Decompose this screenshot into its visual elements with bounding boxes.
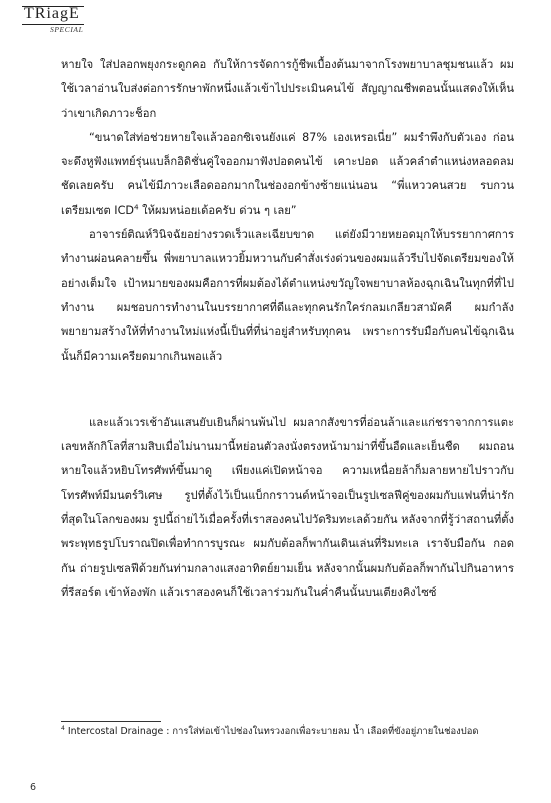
paragraph-1: หายใจ ใส่ปลอกพยุงกระดูกคอ กับให้การจัดการกู้ชีพเบื้องต้นมาจากโรงพยาบาลชุมชนแล้ว ผมใช้เวลาอ่านใบส่งต่อการรักษาพักหนึ่งแล้วเข้าไปประเมินคนไข้ สัญญาณชีพตอนนั้นแสดงให้เห็นว่าเขาเกิดภาวะช็อก: [61, 58, 514, 120]
body-text: [61, 53, 514, 605]
paragraph-2: [61, 126, 514, 223]
footnote-divider: [61, 721, 161, 722]
logo-text: TRiagE: [24, 5, 80, 22]
page-number: 6: [30, 782, 37, 793]
logo-subtitle: SPECIAL: [50, 25, 84, 34]
footnote-ref: 4: [134, 202, 139, 212]
footnote-number: 4: [61, 724, 65, 732]
brand-logo: [22, 6, 92, 36]
footnote-text: Intercostal Drainage : การใส่ท่อเข้าไปช่องในทรวงอกเพื่อระบายลม น้ำ เลือดที่ขังอยู่ภายในช่องปอด: [64, 726, 479, 737]
paragraph-3: อาจารย์ติณห์วินิจฉัยอย่างรวดเร็วและเฉียบขาด แต่ยังมีวายหยอดมุกให้บรรยากาศการทำงานผ่อนคลายขึ้น พี่พยาบาลแหววยิ้มหวานกับคำสั่งเร่งด่วนของผมแล้วรีบไปจัดเตรียมของให้อย่างเต็มใจ เป้าหมายของผมคือการที่ผมต้องได้ตำแหน่งขวัญใจพยาบาลห้องฉุกเฉินในทุกที่ที่ไปทำงาน ผมชอบการทำงานในบรรยากาศที่ดีและทุกคนรักใคร่กลมเกลียวสามัคคี ผมกำลังพยายามสร้างให้ที่ทำงานใหม่แห่งนี้เป็นที่ที่น่าอยู่สำหรับทุกคน เพราะการรับมือกับคนไข้ฉุกเฉินนั้นก็มีความเครียดมากเกินพอแล้ว: [61, 228, 514, 363]
section-break: [61, 369, 514, 411]
paragraph-4: และแล้วเวรเช้าอันแสนยับเยินก็ผ่านพ้นไป ผมลากสังขารที่อ่อนล้าและแก่ชราจากการแตะเลขหลักกิโลที่สามสิบเมื่อไม่นานมานี้หย่อนตัวลงนั่งตรงหน้ามาม่าที่ขึ้นอืดและเย็นชืด ผมถอนหายใจแล้วหยิบโทรศัพท์ขึ้นมาดู เพียงแค่เปิดหน้าจอ ความเหนื่อยล้าก็มลายหายไปราวกับโทรศัพท์มีมนตร์วิเศษ รูปที่ตั้งไว้เป็นแบ็กกราวนด์หน้าจอเป็นรูปเซลฟีคู่ของผมกับแฟนที่น่ารักที่สุดในโลกของผม รูปนี้ถ่ายไว้เมื่อครั้งที่เราสองคนไปวัดริมทะเลด้วยกัน หลังจากที่รู้ว่าสถานที่ตั้งพระพุทธรูปโบราณปิดเพื่อทำการบูรณะ ผมกับต้อลก็พากันเดินเล่นที่ริมทะเล เราจับมือกัน กอดกัน ถ่ายรูปเซลฟีด้วยกันท่ามกลางแสงอาทิตย์ยามเย็น หลังจากนั้นผมกับต้อลก็พากันไปกินอาหารที่รีสอร์ต เข้าห้องพัก แล้วเราสองคนก็ใช้เวลาร่วมกันในค่ำคืนนั้นบนเตียงคิงไซซ์: [61, 415, 515, 599]
paragraph-2-tail: ให้ผมหน่อยเด้อครับ ด่วน ๆ เลย”: [138, 203, 297, 217]
footnote: [61, 724, 514, 740]
paragraph-2-main: “ขนาดใส่ท่อช่วยหายใจแล้วออกซิเจนยังแค่ 87% เองเหรอเนี่ย” ผมรำพึงกับตัวเอง ก่อนจะดึงหูฟังแพทย์รุ่นแบล็กอิดิชั่นคู่ใจออกมาฟังปอดคนไข้ เคาะปอด แล้วคลำตำแหน่งหลอดลม ชัดเลยครับ คนไข้มีภาวะเลือดออกมากในช่องอกข้างซ้ายแน่นอน “พี่แหววคนสวย รบกวนเตรียมเซต ICD: [61, 130, 514, 217]
